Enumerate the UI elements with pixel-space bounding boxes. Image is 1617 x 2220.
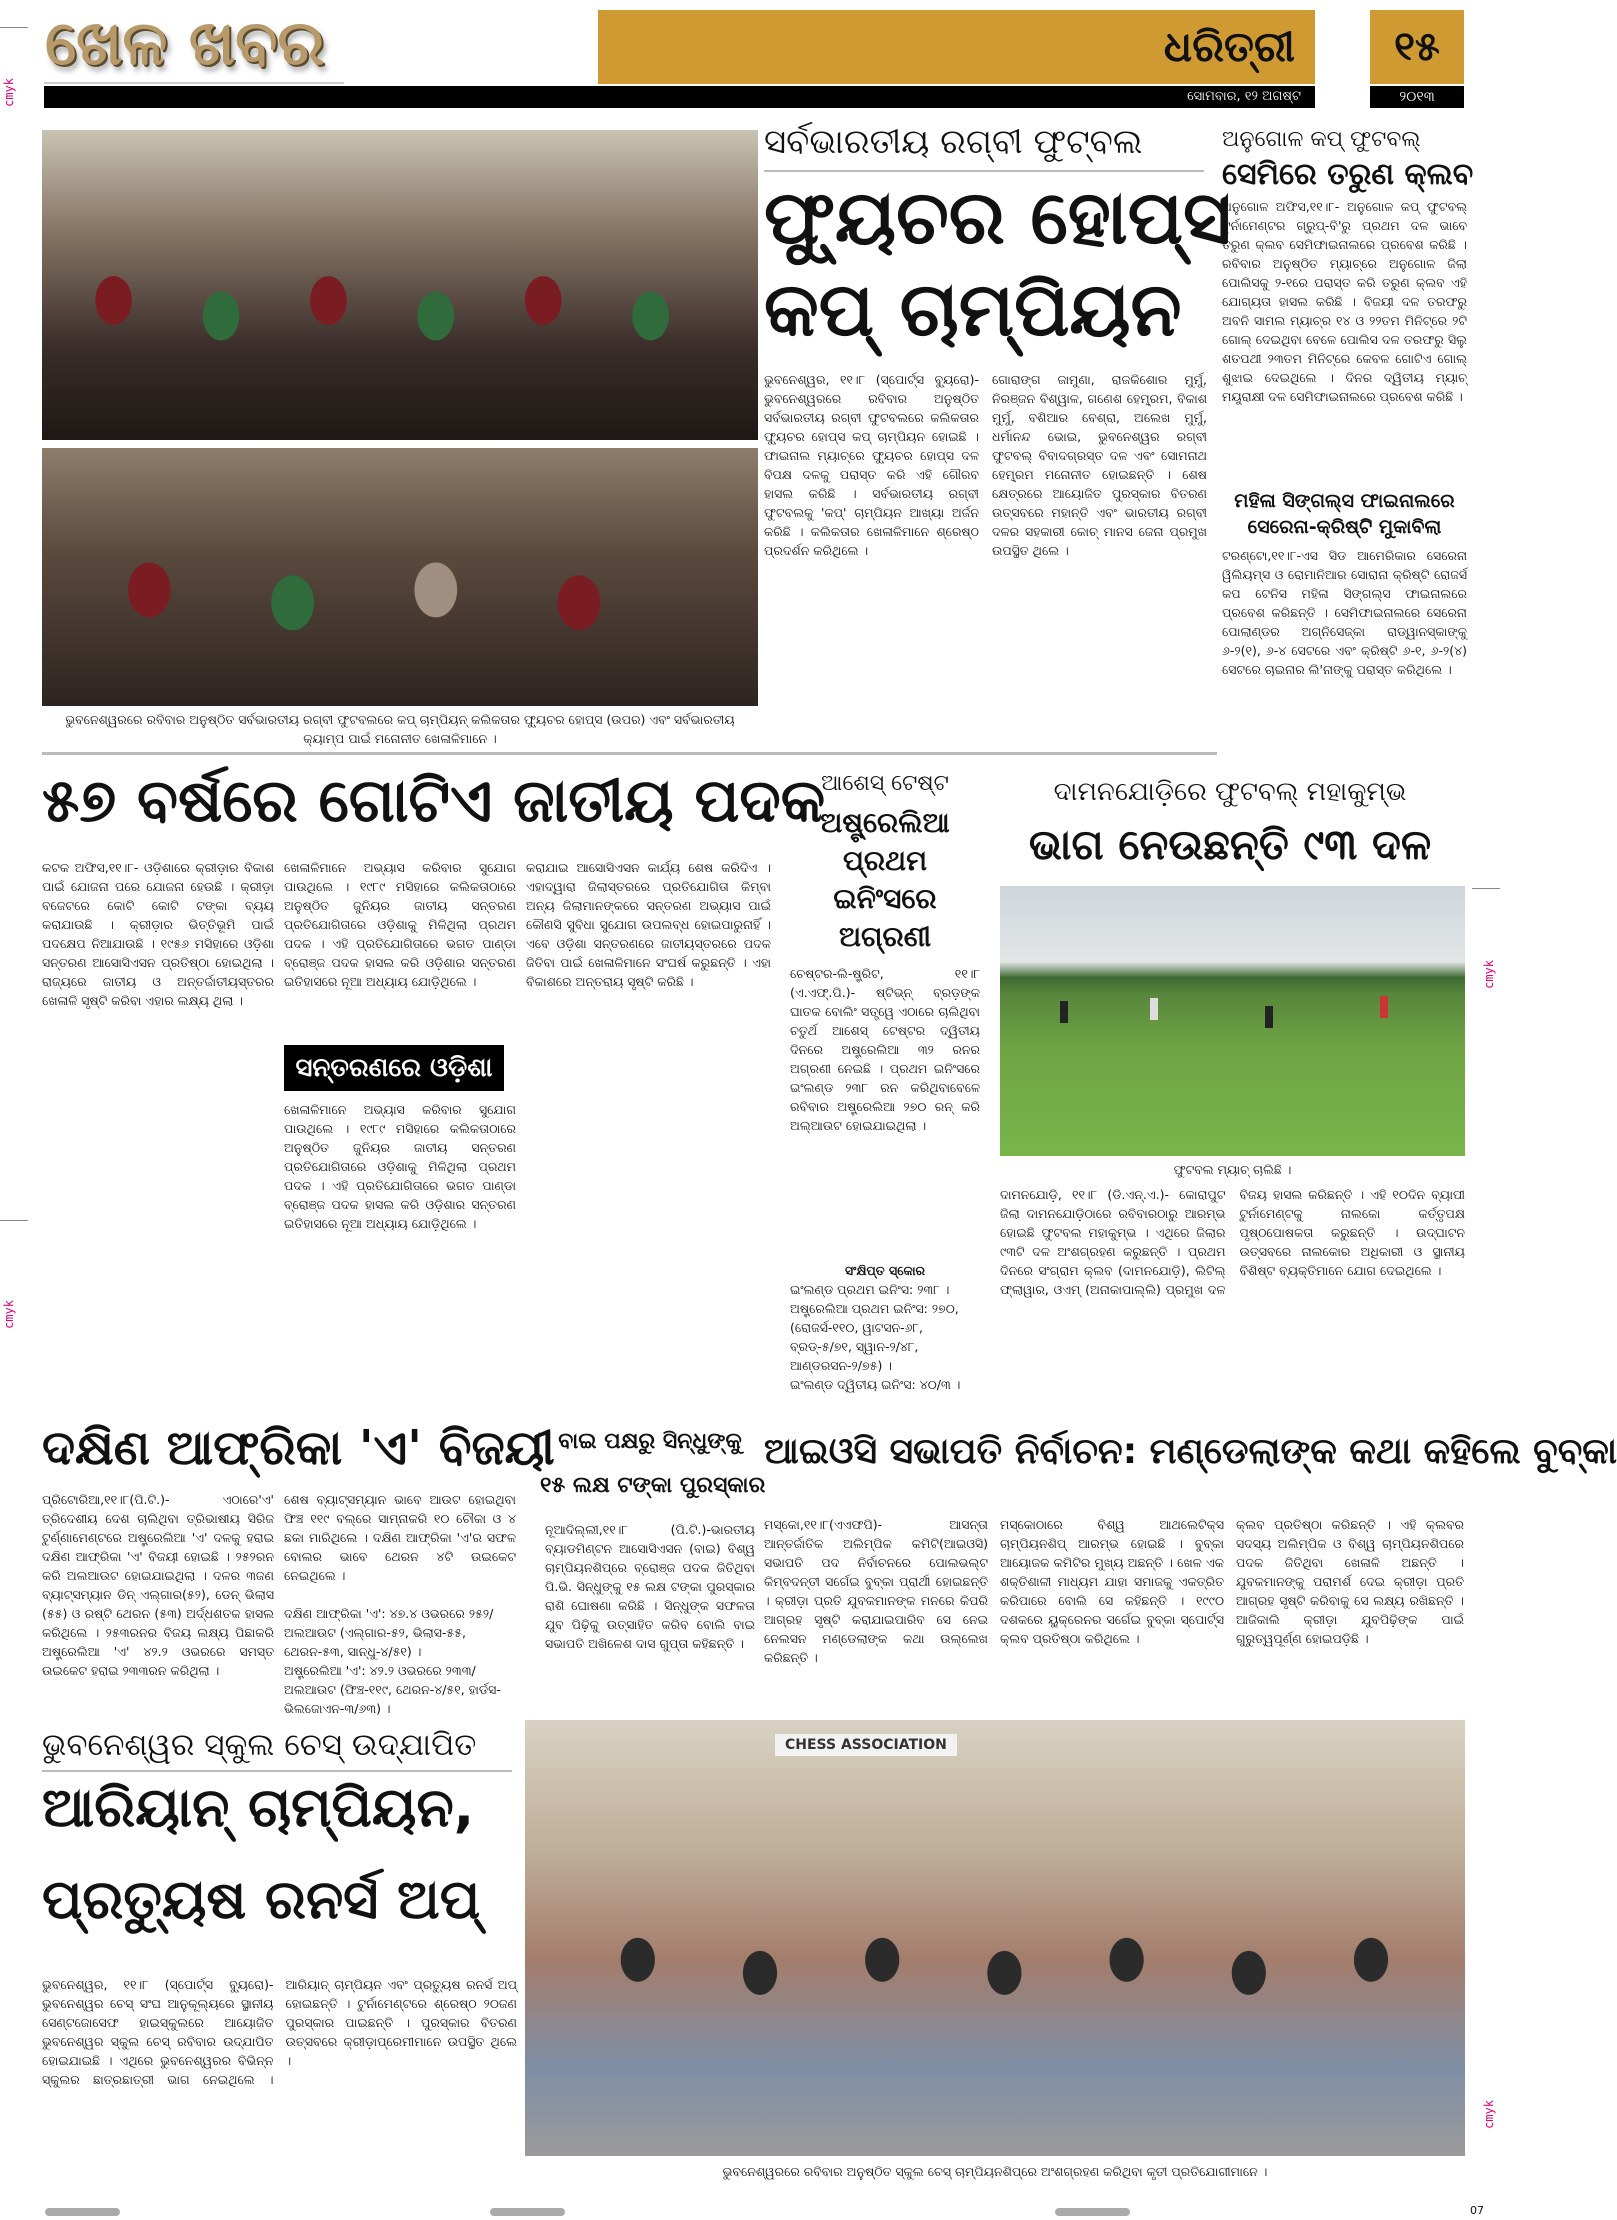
player-figure — [1060, 1001, 1068, 1023]
medal-headline: ୫୭ ବର୍ଷରେ ଗୋଟିଏ ଜାତୀୟ ପଦକ — [42, 766, 826, 836]
sa-a-headline: ଦକ୍ଷିଣ ଆଫ୍ରିକା 'ଏ' ବିଜୟୀ — [42, 1420, 555, 1476]
tennis-headline: ମହିଳା ସିଙ୍ଗଲ୍ସ ଫାଇନାଲରେ ସେରେନା-କ୍ରିଷ୍ଟି ମୁକାବିଲା — [1234, 490, 1455, 539]
rugby-team-photo-top — [42, 130, 758, 440]
scoreboard-title: ସଂକ୍ଷିପ୍ତ ସ୍କୋର — [844, 1263, 926, 1278]
medal-body-col2b: ଖେଳାଳିମାନେ ଅଭ୍ୟାସ କରିବାର ସୁଯୋଗ ପାଉଥିଲେ । ୧୯୮୯ ମସିହାରେ କଲିକତାଠାରେ ଅନୁଷ୍ଠିତ ଜୁନିୟର ଜାତୀୟ ସନ୍ତରଣ ପ୍ରତିଯୋଗିତାରେ ଓଡ଼ିଶାକୁ ମିଳିଥିଲା ପ୍ରଥମ ପଦକ । ଏହି ପ୍ରତିଯୋଗିତାରେ ଭଗତ ପାଣ୍ଡା ବ୍ରୋଞ୍ଜ ପଦକ ହାସଲ କରି ଓଡ଼ିଶାର ସନ୍ତରଣ ଇତିହାସରେ ନୂଆ ଅଧ୍ୟାୟ ଯୋଡ଼ିଥିଲେ । — [284, 1102, 516, 1231]
chess-kicker: ଭୁବନେଶ୍ୱର ସ୍କୁଲ ଚେସ୍ ଉଦ୍‌ଯାପିତ — [42, 1727, 477, 1763]
cmyk-mark: cmyk — [2, 78, 16, 107]
medal-subhead — [284, 1045, 504, 1091]
rugby-body-col2: ଗୋରାଙ୍ଗ ଜାମୁଣା, ରାଜକିଶୋର ମୁର୍ମୁ, ନିରଞ୍ଜନ ବିଶ୍ୱାଳ, ଗଣେଶ ହେମ୍ବ୍ରମ, ବିକାଶ ମୁର୍ମୁ, ବଶିଆର ବେଶ୍ରା, ଅଲେଖ ମୁର୍ମୁ, ଧର୍ମାନନ୍ଦ ଭୋଇ, ଭୁବନେଶ୍ୱର ରଗ୍‌ବୀ ଫୁଟବଲ୍ ବିବାଦଗ୍ରସ୍ତ ଦଳ ଏବଂ ସୋମନାଥ ହେମ୍ବ୍ରମ ମନୋନୀତ ହୋଇଛନ୍ତି । ଶେଷ କ୍ଷେତ୍ରରେ ଆୟୋଜିତ ପୁରସ୍କାର ବିତରଣ ଉତ୍ସବରେ ମହାନ୍ତି ଏବଂ ଭାରତୀୟ ରଗ୍‌ବୀ ଦଳର ସହକାରୀ କୋଚ୍ ମାନସ ଜେନା ପ୍ରମୁଖ ଉପସ୍ଥିତ ଥିଲେ । — [992, 372, 1207, 558]
footer-bar — [1055, 2208, 1130, 2216]
masthead-bar — [598, 10, 1315, 84]
sa-a-scores — [284, 1604, 516, 1718]
ashes-scoreboard — [790, 1261, 980, 1394]
football-body: ଦାମନଯୋଡ଼ି, ୧୧।୮ (ଡି.ଏନ୍.ଏ.)- କୋରାପୁଟ ଜିଲା ଦାମନଯୋଡ଼ିଠାରେ ରବିବାରଠାରୁ ଆରମ୍ଭ ହୋଇଛି ଫୁଟବଲ ମହାକୁମ୍ଭ । ଏଥିରେ ଜିଲାର ୯୩ଟି ଦଳ ଅଂଶଗ୍ରହଣ କରୁଛନ୍ତି । ପ୍ରଥମ ଦିନରେ ସଂଗ୍ରାମ କ୍ଲବ (ଦାମନଯୋଡ଼ି), ଲିଟିଲ୍ ଫ୍ଲାୱାର, ଓଏମ୍ (ଅନାକାପାଲ୍ଲି) ପ୍ରମୁଖ ଦଳ ବିଜୟ ହାସଲ କରିଛନ୍ତି । ଏହି ୧୦ଦିନ ବ୍ୟାପୀ ଟୁର୍ନାମେଣ୍ଟକୁ ନାଲକୋ କର୍ତ୍ତୃପକ୍ଷ ପୃଷ୍ଠପୋଷକତା କରୁଛନ୍ତି । ଉଦ୍‌ଘାଟନ ଉତ୍ସବରେ ନାଲକୋର ଅଧିକାରୀ ଓ ସ୍ଥାନୀୟ ବିଶିଷ୍ଟ ବ୍ୟକ୍ତିମାନେ ଯୋଗ ଦେଇଥିଲେ । — [1000, 1187, 1465, 1297]
player-figure — [1380, 996, 1388, 1018]
rugby-headline-1: ଫ୍ୟୁଚର ହୋପ୍ସ — [764, 175, 1232, 261]
crop-mark — [0, 1220, 28, 1221]
ioc-body-col3: କ୍ଲବ ପ୍ରତିଷ୍ଠା କରିଛନ୍ତି । ଏହି କ୍ଲବର ସଦସ୍ୟ ଅଲିମ୍ପିକ ଓ ବିଶ୍ୱ ଚାମ୍ପିୟନଶିପରେ ପଦକ ଜିତିଥିବା ଖେଳାଳି ଅଛନ୍ତି । ଯୁବକମାନଙ୍କୁ ପରାମର୍ଶ ଦେଇ କ୍ରୀଡ଼ା ପ୍ରତି ଆଗ୍ରହ ସୃଷ୍ଟି କରିବାକୁ ସେ ଲକ୍ଷ୍ୟ ରଖିଛନ୍ତି । ଆଜିକାଲି କ୍ରୀଡ଼ା ଯୁବପିଢ଼ିଙ୍କ ପାଇଁ ଗୁରୁତ୍ୱପୂର୍ଣ୍ଣ ହୋଇପଡ଼ିଛି । — [1236, 1517, 1464, 1646]
medal-body-col3: କରାଯାଇ ଆସୋସିଏସନ କାର୍ଯ୍ୟ ଶେଷ କରିଦିଏ । ଏହାଦ୍ୱାରା ଜିଲାସ୍ତରରେ ପ୍ରତିଯୋଗିତା କିମ୍ବା ଅନ୍ୟ ଜିଲାମାନଙ୍କରେ ସନ୍ତରଣ ଅଭ୍ୟାସ ପାଇଁ କୌଣସି ସୁବିଧା ସୁଯୋଗ ଉପଲବ୍ଧ ହୋଇପାରୁନାହିଁ । ଏବେ ଓଡ଼ିଶା ସନ୍ତରଣରେ ଜାତୀୟସ୍ତରରେ ପଦକ ଜିତିବା ପାଇଁ ଖେଳାଳିମାନେ ସଂଘର୍ଷ କରୁଛନ୍ତି । ଏହା ବିକାଶରେ ଅନ୍ତରାୟ ସୃଷ୍ଟି କରିଛି । — [526, 860, 771, 989]
chess-body: ଭୁବନେଶ୍ୱର, ୧୧।୮ (ସ୍ପୋର୍ଟ୍ସ ବ୍ୟୁରୋ)- ଭୁବନେଶ୍ୱର ଚେସ୍ ସଂଘ ଆନୁକୂଲ୍ୟରେ ସ୍ଥାନୀୟ ସେଣ୍ଟଜୋସେଫ ହାଇସ୍କୁଲରେ ଆୟୋଜିତ ଭୁବନେଶ୍ୱର ସ୍କୁଲ ଚେସ୍ ରବିବାର ଉଦ୍‌ଯାପିତ ହୋଇଯାଇଛି । ଏଥିରେ ଭୁବନେଶ୍ୱରର ବିଭିନ୍ନ ସ୍କୁଲର ଛାତ୍ରଛାତ୍ରୀ ଭାଗ ନେଇଥିଲେ । ଆରିୟାନ୍ ଚାମ୍ପିୟନ ଏବଂ ପ୍ରତ୍ୟୁଷ ରନର୍ସ ଅପ୍ ହୋଇଛନ୍ତି । ଟୁର୍ନାମେଣ୍ଟରେ ଶ୍ରେଷ୍ଠ ୨୦ଜଣ ପୁରସ୍କାର ପାଇଛନ୍ତି । ପୁରସ୍କାର ବିତରଣ ଉତ୍ସବରେ କ୍ରୀଡ଼ାପ୍ରେମୀମାନେ ଉପସ୍ଥିତ ଥିଲେ । — [42, 1977, 517, 2087]
score-line: ଦକ୍ଷିଣ ଆଫ୍ରିକା 'ଏ': ୪୭.୪ ଓଭରରେ ୨୫୨/ଅଲଆଉଟ (ଏଲ୍‌ଗାର-୫୨, ଭିଲାସ-୫୫, ଥେରନ-୫୩, ସାନ୍ଧୁ-୪/୫୧) । — [284, 1606, 494, 1659]
football-kicker: ଦାମନଯୋଡ଼ିରେ ଫୁଟବଲ୍ ମହାକୁମ୍ଭ — [1053, 777, 1407, 807]
chess-headline-1: ଆରିୟାନ୍ ଚାମ୍ପିୟନ, — [42, 1776, 475, 1839]
sa-a-body-col1: ପ୍ରିଟୋରିଆ,୧୧।୮(ପି.ଟି.)- ଏଠାରେ'ଏ' ତ୍ରିଦେଶୀୟ ଦେଶ ଚାଲିଥିବା ତ୍ରିଭାଷୀୟ ସିରିଜ ଟୁର୍ଣ୍ଣାମେଣ୍ଟରେ ଅଷ୍ଟ୍ରେଲିଆ 'ଏ' ଦଳକୁ ହରାଇ ଦକ୍ଷିଣ ଆଫ୍ରିକା 'ଏ' ବିଜୟୀ ହୋଇଛି । ୨୫୨ରନ କରି ଅଲଆଉଟ ହୋଇଯାଇଥିଲା । ଦଳର ୩ଜଣ ବ୍ୟାଟ୍ସମ୍ୟାନ ଡିନ୍ ଏଲ୍‌ଗାର(୫୨), ଡେନ୍ ଭିଲାସ (୫୫) ଓ ରଷ୍ଟି ଥେରନ (୫୩) ଅର୍ଦ୍ଧଶତକ ହାସଲ କରିଥିଲେ । ୨୫୩ରନର ବିଜୟ ଲକ୍ଷ୍ୟ ପିଛାକରି ଅଷ୍ଟ୍ରେଲିଆ 'ଏ' ୪୨.୨ ଓଭରରେ ସମସ୍ତ ଉଇକେଟ ହରାଇ ୨୩୩ରନ କରିଥିଲା । — [42, 1492, 274, 1678]
divider — [42, 1770, 512, 1772]
ioc-headline: ଆଇଓସି ସଭାପତି ନିର୍ବାଚନ: ମଣ୍ଡେଲାଙ୍କ କଥା କହିଲେ ବୁବ୍‌କା — [764, 1431, 1617, 1472]
football-photo-caption: ଫୁଟବଲ ମ୍ୟାଚ୍ ଚାଲିଛି । — [1173, 1162, 1292, 1177]
football-headline: ଭାଗ ନେଉଛନ୍ତି ୯୩ ଦଳ — [1028, 820, 1432, 869]
medal-body-col2: ଖେଳାଳିମାନେ ଅଭ୍ୟାସ କରିବାର ସୁଯୋଗ ପାଉଥିଲେ । ୧୯୮୯ ମସିହାରେ କଲିକତାଠାରେ ଅନୁଷ୍ଠିତ ଜୁନିୟର ଜାତୀୟ ସନ୍ତରଣ ପ୍ରତିଯୋଗିତାରେ ଓଡ଼ିଶାକୁ ମିଳିଥିଲା ପ୍ରଥମ ପଦକ । ଏହି ପ୍ରତିଯୋଗିତାରେ ଭଗତ ପାଣ୍ଡା ବ୍ରୋଞ୍ଜ ପଦକ ହାସଲ କରି ଓଡ଼ିଶାର ସନ୍ତରଣ ଇତିହାସରେ ନୂଆ ଅଧ୍ୟାୟ ଯୋଡ଼ିଥିଲେ । — [284, 860, 516, 989]
ioc-body-col2: ମସ୍କୋଠାରେ ବିଶ୍ୱ ଆଥଲେଟିକ୍ସ ଚାମ୍ପିୟନଶିପ୍ ଆରମ୍ଭ ହୋଇଛି । ବୁବ୍‌କା ଆୟୋଜକ କମିଟିର ମୁଖ୍ୟ ଅଛନ୍ତି । ଖେଳ ଏକ ଶକ୍ତିଶାଳୀ ମାଧ୍ୟମ ଯାହା ସମାଜକୁ ଏକତ୍ରିତ କରିପାରେ ବୋଲି ସେ କହିଛନ୍ତି । ୧୯୯୦ ଦଶକରେ ୟୁକ୍ରେନର ସର୍ଗେଇ ବୁବ୍‌କା ସ୍ପୋର୍ଟ୍ସ କ୍ଲବ ପ୍ରତିଷ୍ଠା କରିଥିଲେ । — [1000, 1517, 1224, 1646]
medal-body-col1: କଟକ ଅଫିସ,୧୧।୮- ଓଡ଼ିଶାରେ କ୍ରୀଡ଼ାର ବିକାଶ ପାଇଁ ଯୋଜନା ପରେ ଯୋଜନା ହେଉଛି । କ୍ରୀଡ଼ା ବଜେଟରେ କୋଟି କୋଟି ଟଙ୍କା ବ୍ୟୟ କରାଯାଉଛି । କ୍ରୀଡ଼ାର ଭିତ୍ତିଭୂମି ପାଇଁ ପଦକ୍ଷେପ ନିଆଯାଉଛି । ୧୯୫୬ ମସିହାରେ ଓଡ଼ିଶା ସନ୍ତରଣ ଆସୋସିଏସନ ପ୍ରତିଷ୍ଠା ହୋଇଥିଲା । ରାଜ୍ୟରେ ଜାତୀୟ ଓ ଅନ୍ତର୍ଜାତୀୟସ୍ତରର ଖେଳାଳି ସୃଷ୍ଟି କରିବା ଏହାର ଲକ୍ଷ୍ୟ ଥିଲା । — [42, 860, 274, 1008]
date-bar — [44, 86, 1315, 108]
footer-bar — [45, 2208, 120, 2216]
sindhu-body: ନୂଆଦିଲ୍ଲୀ,୧୧।୮ (ପି.ଟି.)-ଭାରତୀୟ ବ୍ୟାଡମିଣ୍ଟନ ଆସୋସିଏସନ (ବାଇ) ବିଶ୍ୱ ଚାମ୍ପିୟନଶିପ୍‌ରେ ବ୍ରୋଞ୍ଜ ପଦକ ଜିତିଥିବା ପି.ଭି. ସିନ୍ଧୁଙ୍କୁ ୧୫ ଲକ୍ଷ ଟଙ୍କା ପୁରସ୍କାର ରାଶି ଘୋଷଣା କରିଛି । ସିନ୍ଧୁଙ୍କ ସଫଳତା ଯୁବ ପିଢ଼ିକୁ ଉତ୍ସାହିତ କରିବ ବୋଲି ବାଇ ସଭାପତି ଅଖିଳେଶ ଦାସ ଗୁପ୍ତା କହିଛନ୍ତି । — [545, 1522, 755, 1651]
paper-name: ଧରିତ୍ରୀ — [1163, 22, 1295, 71]
sa-a-col2 — [284, 1490, 516, 1718]
sindhu-headline-1: ବାଇ ପକ୍ଷରୁ ସିନ୍ଧୁଙ୍କୁ — [558, 1429, 742, 1454]
score-line: ଇଂଲଣ୍ଡ ଦ୍ୱିତୀୟ ଇନିଂସ: ୪୦/୩ । — [790, 1377, 961, 1392]
rugby-camp-photo — [42, 448, 758, 706]
year-box — [1370, 86, 1464, 108]
angul-kicker: ଅନୁଗୋଳ କପ୍ ଫୁଟବଲ୍ — [1222, 127, 1421, 152]
section-divider — [42, 752, 1217, 755]
football-match-photo — [1000, 886, 1465, 1156]
score-line: ଇଂଲଣ୍ଡ ପ୍ରଥମ ଇନିଂସ: ୨୩୮ । — [790, 1282, 950, 1297]
score-line: ଅଷ୍ଟ୍ରେଲିଆ 'ଏ': ୪୨.୨ ଓଭରରେ ୨୩୩/ଅଲଆଉଟ (ଫିଞ୍ଚ-୧୧୯, ଥେରନ-୪/୫୧, ହାର୍ଡସ-ଭିଲଜୋଏନ-୩/୬୩) । — [284, 1663, 501, 1716]
angul-body: ଅନୁଗୋଳ ଅଫିସ,୧୧।୮- ଅନୁଗୋଳ କପ୍ ଫୁଟବଲ୍ ଟୁର୍ନାମେଣ୍ଟର ଗ୍ରୁପ୍-ବି'ରୁ ପ୍ରଥମ ଦଳ ଭାବେ ତରୁଣ କ୍ଲବ ସେମିଫାଇନାଲରେ ପ୍ରବେଶ କରିଛି । ରବିବାର ଅନୁଷ୍ଠିତ ମ୍ୟାଚ୍‌ରେ ଅନୁଗୋଳ ଜିଲା ପୋଲିସକୁ ୨-୧ରେ ପରାସ୍ତ କରି ତରୁଣ କ୍ଲବ ଏହି ଯୋଗ୍ୟତା ହାସଲ କରିଛି । ବିଜୟୀ ଦଳ ତରଫରୁ ଅବନି ସାମଲ ମ୍ୟାଚ୍‌ର ୧୪ ଓ ୨୨ତମ ମିନିଟ୍‌ରେ ୨ଟି ଗୋଲ୍ ଦେଇଥିବା ବେଳେ ପୋଲିସ ଦଳ ତରଫରୁ ସିଲୁ ଶତପଥୀ ୨୩ତମ ମିନିଟ୍‌ରେ କେବଳ ଗୋଟିଏ ଗୋଲ୍ ଶୁଝାଇ ଦେଇଥିଲେ । ଦିନର ଦ୍ୱିତୀୟ ମ୍ୟାଚ୍ ମୟୂରାକ୍ଷୀ ଦଳ ସେମିଫାଇନାଲରେ ପ୍ରବେଶ କରିଛି । — [1222, 199, 1467, 405]
ashes-kicker: ଆଶେସ୍ ଟେଷ୍ଟ — [821, 771, 949, 796]
page-number-box — [1370, 10, 1464, 84]
masthead-underline — [44, 82, 344, 84]
sa-a-body-col2: ଶେଷ ବ୍ୟାଟ୍ସମ୍ୟାନ ଭାବେ ଆଉଟ ହୋଇଥିବା ଫିଞ୍ଚ ୧୧୯ ବଲ୍‌ରେ ସାମ୍ନାକରି ୧୦ ଚୌକା ଓ ୪ ଛକା ମାରିଥିଲେ । ଦକ୍ଷିଣ ଆଫ୍ରିକା 'ଏ'ର ସଫଳ ବୋଲର ଭାବେ ଥେରନ ୪ଟି ଉଇକେଟ ନେଇଥିଲେ । — [284, 1492, 516, 1583]
page-number: ୧୫ — [1394, 24, 1440, 70]
folio: 07 — [1470, 2204, 1484, 2217]
sindhu-headline-2: ୧୫ ଲକ୍ଷ ଟଙ୍କା ପୁରସ୍କାର — [540, 1473, 766, 1498]
player-figure — [1150, 998, 1158, 1020]
rugby-headline-2: କପ୍ ଚାମ୍ପିୟନ — [764, 267, 1182, 353]
section-logo: ଖେଳ ଖବର — [45, 6, 325, 79]
rugby-photo-caption: ଭୁବନେଶ୍ୱରରେ ରବିବାର ଅନୁଷ୍ଠିତ ସର୍ବଭାରତୀୟ ରଗ୍‌ବୀ ଫୁଟବଲରେ କପ୍ ଚାମ୍ପିୟନ୍ କଲିକତାର ଫ୍ୟୁଚର ହୋପ୍ସ (ଉପର) ଏବଂ ସର୍ବଭାରତୀୟ କ୍ୟାମ୍ପ ପାଇଁ ମନୋନୀତ ଖେଳାଳିମାନେ । — [65, 712, 735, 746]
player-figure — [1265, 1006, 1273, 1028]
ashes-headline: ଅଷ୍ଟ୍ରେଲିଆ ପ୍ରଥମ ଇନିଂସରେ ଅଗ୍ରଣୀ — [820, 806, 950, 954]
crop-mark — [0, 27, 28, 28]
chess-photo-caption: ଭୁବନେଶ୍ୱରରେ ରବିବାର ଅନୁଷ୍ଠିତ ସ୍କୁଲ ଚେସ୍ ଚାମ୍ପିୟନଶିପ୍‌ରେ ଅଂଶଗ୍ରହଣ କରିଥିବା କୃତୀ ପ୍ରତିଯୋଗୀମାନେ । — [722, 2164, 1268, 2179]
issue-year: ୨୦୧୩ — [1399, 89, 1435, 105]
ashes-column — [790, 772, 980, 1394]
chess-headline-2: ପ୍ରତ୍ୟୁଷ ରନର୍ସ ଅପ୍ — [42, 1868, 481, 1931]
crop-mark — [1472, 888, 1500, 889]
chess-winners-photo — [525, 1720, 1465, 2156]
chess-banner — [775, 1734, 957, 1756]
rugby-kicker: ସର୍ବଭାରତୀୟ ରଗ୍‌ବୀ ଫୁଟ୍‌ବଲ — [764, 122, 1143, 162]
cmyk-mark: cmyk — [2, 1300, 16, 1329]
cmyk-mark: cmyk — [1482, 2100, 1496, 2129]
medal-subhead-text: ସନ୍ତରଣରେ ଓଡ଼ିଶା — [295, 1053, 493, 1083]
right-column — [1222, 127, 1474, 740]
cmyk-mark: cmyk — [1482, 960, 1496, 989]
divider — [764, 170, 1204, 172]
chess-banner-text: CHESS ASSOCIATION — [785, 1737, 947, 1753]
score-line: ଅଷ୍ଟ୍ରେଲିଆ ପ୍ରଥମ ଇନିଂସ: ୨୭୦, (ରୋଜର୍ସ-୧୧୦, ୱାଟସନ-୬୮, ବ୍ରଡ୍-୫/୭୧, ସ୍ୱାନ-୨/୪୮, ଆଣ୍ଡରସନ-୨/୭୫) । — [790, 1301, 959, 1373]
issue-date: ସୋମବାର, ୧୨ ଅଗଷ୍ଟ — [1187, 89, 1301, 104]
angul-headline: ସେମିରେ ତରୁଣ କ୍ଲବ — [1222, 157, 1474, 193]
ashes-body: ଚେଷ୍ଟର-ଲି-ଷ୍ଟ୍ରିଟ, ୧୧।୮ (ଏ.ଏଫ୍.ପି.)- ଷ୍ଟିଭ୍‌ନ୍ ବ୍ରଡ଼ଙ୍କ ଘାତକ ବୋଲିଂ ସତ୍ତ୍ୱେ ଏଠାରେ ଚାଲିଥିବା ଚତୁର୍ଥ ଆଶେସ୍ ଟେଷ୍ଟର ଦ୍ୱିତୀୟ ଦିନରେ ଅଷ୍ଟ୍ରେଲିଆ ୩୨ ରନର ଅଗ୍ରଣୀ ନେଇଛି । ପ୍ରଥମ ଇନିଂସରେ ଇଂଲଣ୍ଡ ୨୩୮ ରନ କରିଥିବାବେଳେ ରବିବାର ଅଷ୍ଟ୍ରେଲିଆ ୨୭୦ ରନ୍ କରି ଅଲ୍‌ଆଉଟ ହୋଇଯାଇଥିଲା । — [790, 966, 980, 1134]
tennis-body: ଟରଣ୍ଟୋ,୧୧।୮-ଏସ ସିଡ ଆମେରିକାର ସେରେନା ୱିଲିୟମ୍ସ ଓ ରୋମାନିଆର ସୋରାନା କ୍ରିଷ୍ଟି ରୋଜର୍ସ କପ ଟେନିସ ମହିଳା ସିଙ୍ଗଲ୍ସ ଫାଇନାଲରେ ପ୍ରବେଶ କରିଛନ୍ତି । ସେମିଫାଇନାଲରେ ସେରେନା ପୋଲାଣ୍ଡର ଅଗ୍ନିସେଜ୍କା ରାଡ୍ୱାନସ୍କାଙ୍କୁ ୬-୨(୧), ୬-୪ ସେଟରେ ଏବଂ କ୍ରିଷ୍ଟି ୬-୧, ୬-୨(୪) ସେଟରେ ଚାଇନାର ଲି'ନାଙ୍କୁ ପରାସ୍ତ କରିଥିଲେ । — [1222, 548, 1467, 678]
ioc-body-col1: ମସ୍କୋ,୧୧।୮(ଏଏଫପି)- ଆସନ୍ତା ଆନ୍ତର୍ଜାତିକ ଅଲିମ୍ପିକ କମିଟି(ଆଇଓସି) ସଭାପତି ପଦ ନିର୍ବାଚନରେ ପୋଲଭଲ୍ଟ କିମ୍ବଦନ୍ତୀ ସର୍ଗେଇ ବୁବ୍‌କା ପ୍ରାର୍ଥୀ ହୋଇଛନ୍ତି । କ୍ରୀଡ଼ା ପ୍ରତି ଯୁବକମାନଙ୍କ ମନରେ କିପରି ଆଗ୍ରହ ସୃଷ୍ଟି କରାଯାଇପାରିବ ସେ ନେଇ ନେଲସନ ମଣ୍ଡେଲାଙ୍କ କଥା ଉଲ୍ଲେଖ କରିଛନ୍ତି । — [764, 1517, 988, 1665]
rugby-body-col1: ଭୁବନେଶ୍ୱର, ୧୧।୮ (ସ୍ପୋର୍ଟ୍ସ ବ୍ୟୁରୋ)- ଭୁବନେଶ୍ୱରରେ ରବିବାର ଅନୁଷ୍ଠିତ ସର୍ବଭାରତୀୟ ରଗ୍‌ବୀ ଫୁଟବଲରେ କଲିକତାର ଫ୍ୟୁଚର ହୋପ୍ସ କପ୍ ଚାମ୍ପିୟନ ହୋଇଛି । ଫାଇନାଲ ମ୍ୟାଚ୍‌ରେ ଫ୍ୟୁଚର ହୋପ୍ସ ଦଳ ବିପକ୍ଷ ଦଳକୁ ପରାସ୍ତ କରି ଏହି ଗୌରବ ହାସଲ କରିଛି । ସର୍ବଭାରତୀୟ ରଗ୍‌ବୀ ଫୁଟବଲକୁ 'କପ୍' ଚାମ୍ପିୟନ ଆଖ୍ୟା ଅର୍ଜନ କରିଛି । କଲିକତାର ଖେଳାଳିମାନେ ଶ୍ରେଷ୍ଠ ପ୍ରଦର୍ଶନ କରିଥିଲେ । — [764, 372, 979, 558]
footer-bar — [490, 2208, 565, 2216]
